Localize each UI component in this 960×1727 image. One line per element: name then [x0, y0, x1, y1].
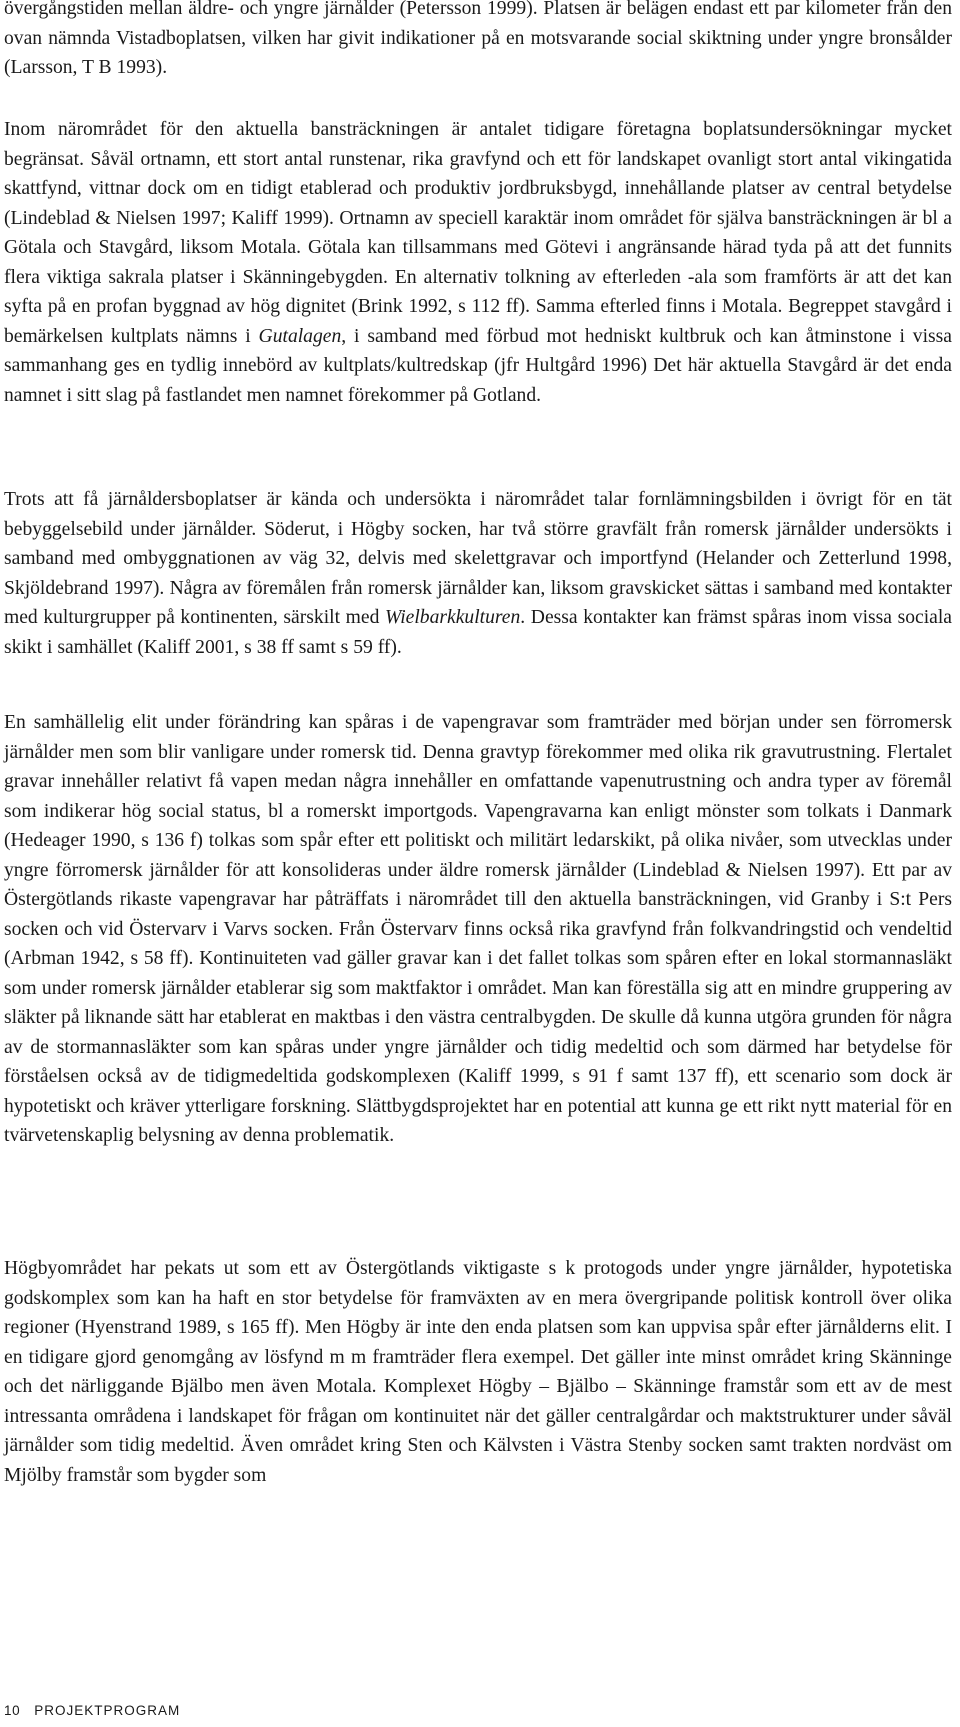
paragraph-3-italic-term: Wielbarkkulturen: [384, 607, 521, 628]
paragraph-3-text-a: Trots att få järnåldersboplatser är kända och undersökta i närområdet talar fornlämningsbilden i övrigt för en tät bebyggelsebild under järnålder. Söderut, i Högby socken, har två större gravfält från romersk järnålder undersökts i samband med ombyggnationen av väg 32, delvis med skelettgravar och importfynd (Helander och Zetterlund 1998, Skjöldebrand 1997). Några av föremålen från romersk järnålder kan, liksom gravskicket sättas i samband med kontakter med kulturgrupper på kontinenten, särskilt med: [4, 489, 952, 628]
paragraph-4: En samhällelig elit under förändring kan spåras i de vapengravar som framträder med början under sen förromersk järnålder men som blir vanligare under romersk tid. Denna gravtyp förekommer med olika rik gravutrustning. Flertalet gravar innehåller relativt få vapen medan några innehåller en omfattande vapenutrustning och andra typer av föremål som indikerar hög social status, bl a romerskt importgods. Vapengravarna kan enligt mönster som tolkats i Danmark (Hedeager 1990, s 136 f) tolkas som spår efter ett politiskt och militärt ledarskikt, på olika nivåer, som utvecklas under yngre förromersk järnålder för att konsolideras under äldre romersk järnålder (Lindeblad & Nielsen 1997). Ett par av Östergötlands rikaste vapengravar har påträffats i närområdet till den aktuella bansträckningen, vid Granby i S:t Pers socken och vid Östervarv i Varvs socken. Från Östervarv finns också rika gravfynd från folkvandringstid och vendeltid (Arbman 1942, s 58 ff). Kontinuiteten vad gäller gravar kan i det fallet tolkas som spåren efter en lokal stormannasläkt som under romersk järnålder etablerar sig som maktfaktor i området. Man kan föreställa sig att en mindre gruppering av släkter på liknande sätt har etablerat en maktbas i den västra centralbygden. De skulle då kunna utgöra grunden för några av de stormannasläkter som kan spåras under yngre järnålder och tidig medeltid och som därmed har betydelse för förståelsen också av de tidigmedeltida godskomplexen (Kaliff 1999, s 91 f samt 137 ff), ett scenario som dock är hypotetiskt och kräver ytterligare forskning. Slättbygdsprojektet har en potential att kunna ge ett rikt nytt material för en tvärvetenskaplig belysning av denna problematik.: [4, 712, 952, 1146]
page-number: 10: [4, 1703, 21, 1718]
page-footer: [4, 1703, 180, 1718]
section-label: PROJEKTPROGRAM: [34, 1703, 181, 1718]
paragraph-3-text-b: . Dessa kontakter kan främst spåras inom vissa sociala skikt i samhället (Kaliff 2001, s 38 ff samt s 59 ff).: [4, 607, 952, 658]
paragraph-1: övergångstiden mellan äldre- och yngre järnålder (Petersson 1999). Platsen är belägen endast ett par kilometer från den ovan nämnda Vistadboplatsen, vilken har givit indikationer på en motsvarande social skiktning under yngre bronsålder (Larsson, T B 1993).: [4, 0, 952, 78]
paragraph-3: [4, 485, 952, 662]
paragraph-2-italic-term: Gutalagen: [258, 325, 342, 347]
paragraph-2-text-a: Inom närområdet för den aktuella bansträckningen är antalet tidigare företagna boplatsundersökningar mycket begränsat. Såväl ortnamn, ett stort antal runstenar, rika gravfynd och ett för landskapet ovanligt stort antal vikingatida skattfynd, vittnar dock om en tidigt etablerad och produktiv jordbruksbygd, innehållande platser av central betydelse (Lindeblad & Nielsen 1997; Kaliff 1999). Ortnamn av speciell karaktär inom området för själva bansträckningen är bl a Götala och Stavgård, liksom Motala. Götala kan tillsammans med Götevi i angränsande härad tyda på att det funnits flera viktiga sakrala platser i Skänningebygden. En alternativ tolkning av efterleden -ala som framförts är att det kan syfta på en profan byggnad av hög dignitet (Brink 1992, s 112 ff). Samma efterled finns i Motala. Begreppet stavgård i bemärkelsen kultplats nämns i: [4, 119, 952, 347]
paragraph-5: Högbyområdet har pekats ut som ett av Östergötlands viktigaste s k protogods under yngre järnålder, hypotetiska godskomplex som kan ha haft en stor betydelse för framväxten av en mera övergripande politisk kontroll över olika regioner (Hyenstrand 1989, s 165 ff). Men Högby är inte den enda platsen som kan uppvisa spår efter järnålderns elit. I en tidigare gjord genomgång av lösfynd m m framträder flera exempel. Det gäller inte minst området kring Skänninge och det närliggande Bjälbo men även Motala. Komplexet Högby – Bjälbo – Skänninge framstår som ett av de mest intressanta områdena i landskapet för frågan om kontinuitet när det gäller centralgårdar och maktstrukturer under såväl järnålder som tidig medeltid. Även området kring Sten och Kälvsten i Västra Stenby socken samt trakten nordväst om Mjölby framstår som bygder som: [4, 1258, 952, 1486]
paragraph-2-text-b: , i samband med förbud mot hedniskt kultbruk och kan åtminstone i vissa sammanhang ges en tydlig innebörd av kultplats/kultredskap (jfr Hultgård 1996) Det här aktuella Stavgård är det enda namnet i sitt slag på fastlandet men namnet förekommer på Gotland.: [4, 325, 952, 406]
paragraph-2: [4, 115, 952, 410]
